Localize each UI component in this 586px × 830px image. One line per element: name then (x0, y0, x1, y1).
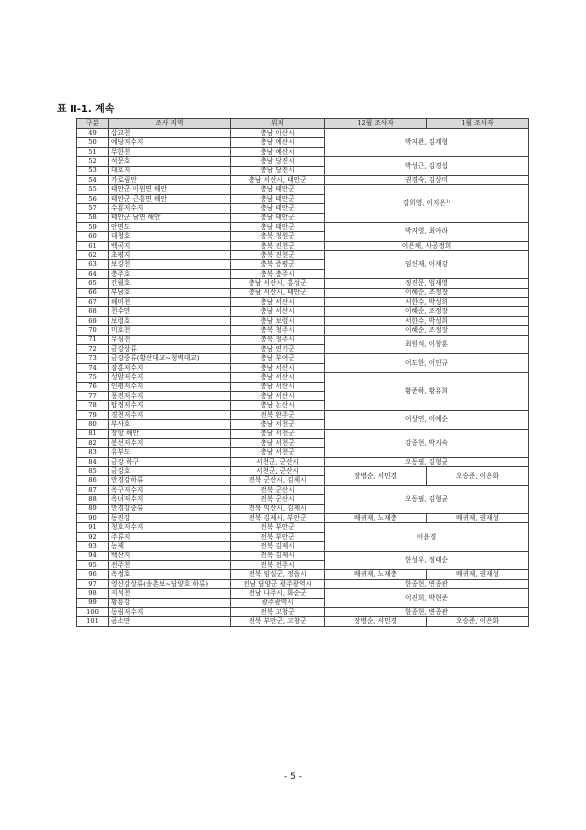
table-row (77, 316, 529, 325)
row-number: 89 (77, 504, 109, 513)
january-surveyors: 배귀재, 권재성 (427, 570, 529, 579)
row-number: 60 (77, 232, 109, 241)
table-row (77, 185, 529, 194)
survey-area: 황룡강 (109, 598, 231, 607)
survey-area: 가로림만 (109, 175, 231, 184)
table-row (77, 429, 529, 438)
row-number: 58 (77, 213, 109, 222)
table-row (77, 514, 529, 523)
location: 전북 군산시 (231, 495, 325, 504)
surveyors: 이혜순, 조정장 (325, 288, 529, 297)
location: 충북 청원군 (231, 232, 325, 241)
surveyors: 강종현, 박지숙 (325, 429, 529, 457)
surveyors: 권경숙, 김상미 (325, 175, 529, 184)
row-number: 52 (77, 157, 109, 166)
survey-area: 태안군 이원면 해안 (109, 185, 231, 194)
row-number: 49 (77, 129, 109, 138)
location: 충남 태안군 (231, 185, 325, 194)
surveyors: 정진문, 엄재영 (325, 279, 529, 288)
row-number: 91 (77, 523, 109, 532)
page-number: - 5 - (284, 772, 302, 782)
location: 충북 청주시 (231, 335, 325, 344)
survey-area: 만경강하류 (109, 476, 231, 485)
row-number: 70 (77, 326, 109, 335)
location: 충남 서산시 (231, 298, 325, 307)
header-december-surveyors: 12월 조사자 (325, 119, 427, 129)
row-number: 75 (77, 373, 109, 382)
surveyors: 이상연, 이예순 (325, 410, 529, 429)
row-number: 51 (77, 147, 109, 156)
row-number: 72 (77, 344, 109, 353)
location: 충남 서산시 (231, 307, 325, 316)
location: 충남 예산시 (231, 138, 325, 147)
december-surveyors: 배귀재, 노재충 (325, 570, 427, 579)
location: 충남 서산시, 홍성군 (231, 279, 325, 288)
row-number: 71 (77, 335, 109, 344)
january-surveyors: 배귀재, 권재성 (427, 514, 529, 523)
row-number: 54 (77, 175, 109, 184)
location: 충남 서천군 (231, 420, 325, 429)
location: 충남 서천군 (231, 448, 325, 457)
location: 전북 부안군, 고창군 (231, 617, 325, 626)
table-row (77, 222, 529, 231)
row-number: 50 (77, 138, 109, 147)
surveyors: 이윤경 (325, 523, 529, 551)
row-number: 95 (77, 560, 109, 569)
row-number: 73 (77, 354, 109, 363)
surveyors: 서한수, 박성희 (325, 316, 529, 325)
survey-area: 초평지 (109, 251, 231, 260)
table-row (77, 551, 529, 560)
row-number: 81 (77, 429, 109, 438)
survey-area: 능제 (109, 542, 231, 551)
location: 전북 고창군 (231, 607, 325, 616)
location: 충남 태안군 (231, 194, 325, 203)
surveyors: 박지완, 김계형 (325, 129, 529, 157)
table-row (77, 157, 529, 166)
location: 충북 청주시 (231, 326, 325, 335)
table-row (77, 335, 529, 344)
row-number: 61 (77, 241, 109, 250)
location: 전북 임실군, 정읍시 (231, 570, 325, 579)
location: 전북 군산시 (231, 485, 325, 494)
row-number: 53 (77, 166, 109, 175)
row-number: 76 (77, 382, 109, 391)
survey-area: 봉선저수지 (109, 438, 231, 447)
survey-area: 동림저수지 (109, 607, 231, 616)
table-row (77, 467, 529, 476)
survey-area: 천수만 (109, 307, 231, 316)
header-location: 위치 (231, 119, 325, 129)
surveyors: 오동필, 김형균 (325, 457, 529, 466)
row-number: 96 (77, 570, 109, 579)
survey-area: 태안군 근흥면 해안 (109, 194, 231, 203)
row-number: 84 (77, 457, 109, 466)
location: 충남 태안군 (231, 222, 325, 231)
surveyors: 임신재, 이재강 (325, 251, 529, 279)
row-number: 87 (77, 485, 109, 494)
table-row (77, 485, 529, 494)
location: 충남 보령시 (231, 316, 325, 325)
location: 충남 서천군 (231, 438, 325, 447)
survey-area: 대호지 (109, 166, 231, 175)
survey-area: 안면도 (109, 222, 231, 231)
survey-area: 백곡지 (109, 241, 231, 250)
row-number: 97 (77, 579, 109, 588)
surveyors: 이혜순, 조정장 (325, 307, 529, 316)
row-number: 79 (77, 410, 109, 419)
table-row (77, 373, 529, 382)
survey-area: 장항 해안 (109, 429, 231, 438)
row-number: 90 (77, 514, 109, 523)
row-number: 101 (77, 617, 109, 626)
survey-area: 유부도 (109, 448, 231, 457)
december-surveyors: 장병순, 서민경 (325, 617, 427, 626)
surveyors: 최원석, 이창훈 (325, 335, 529, 354)
survey-area: 주류지 (109, 532, 231, 541)
row-number: 80 (77, 420, 109, 429)
survey-area: 곰소만 (109, 617, 231, 626)
survey-area: 백산지 (109, 551, 231, 560)
survey-area: 부남호 (109, 288, 231, 297)
location: 충남 서산시 (231, 391, 325, 400)
survey-area: 동진강 (109, 514, 231, 523)
survey-area: 성암저수지 (109, 373, 231, 382)
location: 충남 당진시 (231, 157, 325, 166)
row-number: 56 (77, 194, 109, 203)
location: 충남 서산시 (231, 373, 325, 382)
location: 충남 당진시 (231, 166, 325, 175)
december-surveyors: 배귀재, 노재충 (325, 514, 427, 523)
row-number: 59 (77, 222, 109, 231)
location: 전북 김제시, 부안군 (231, 514, 325, 523)
location: 전남 나주시, 화순군 (231, 589, 325, 598)
table-row (77, 523, 529, 532)
survey-area: 금강중류(황산대교~청벽대교) (109, 354, 231, 363)
survey-area: 만경강중류 (109, 504, 231, 513)
row-number: 57 (77, 204, 109, 213)
location: 광주광역시 (231, 598, 325, 607)
row-number: 100 (77, 607, 109, 616)
row-number: 94 (77, 551, 109, 560)
location: 서천군, 군산시 (231, 467, 325, 476)
survey-area: 지석천 (109, 589, 231, 598)
table-row (77, 589, 529, 598)
surveyors: 서한수, 박성희 (325, 298, 529, 307)
table-row (77, 279, 529, 288)
location: 충남 부여군 (231, 354, 325, 363)
survey-area: 옥정호 (109, 570, 231, 579)
survey-area: 예당저수지 (109, 138, 231, 147)
table-row (77, 241, 529, 250)
location: 전북 전주시 (231, 560, 325, 569)
survey-area: 경천저수지 (109, 410, 231, 419)
table-caption: 표 Ⅱ-1. 계속 (57, 104, 115, 115)
location: 충북 진천군 (231, 251, 325, 260)
location: 충남 연기군 (231, 344, 325, 353)
survey-area: 부사호 (109, 420, 231, 429)
survey-area: 금강호 (109, 467, 231, 476)
table-row (77, 298, 529, 307)
surveyors: 박성근, 김경섭 (325, 157, 529, 176)
table-row (77, 570, 529, 579)
location: 전북 부안군 (231, 523, 325, 532)
header-row (77, 119, 529, 129)
table-row (77, 307, 529, 316)
row-number: 99 (77, 598, 109, 607)
table-row (77, 579, 529, 588)
survey-area: 탑정저수지 (109, 401, 231, 410)
surveyors: 한종현, 변종관 (325, 579, 529, 588)
location: 충남 태안군 (231, 213, 325, 222)
location: 충북 증평군 (231, 260, 325, 269)
location: 전북 완주군 (231, 410, 325, 419)
survey-area: 보령호 (109, 316, 231, 325)
survey-area: 금강 하구 (109, 457, 231, 466)
location: 전북 김제시 (231, 551, 325, 560)
row-number: 98 (77, 589, 109, 598)
table-row (77, 288, 529, 297)
row-number: 78 (77, 401, 109, 410)
table-body (77, 129, 529, 627)
surveyors: 황준하, 황유희 (325, 373, 529, 411)
surveyors: 한성우, 정태순 (325, 551, 529, 570)
row-number: 83 (77, 448, 109, 457)
survey-area: 삽교천 (109, 129, 231, 138)
location: 충북 진천군 (231, 241, 325, 250)
row-number: 88 (77, 495, 109, 504)
row-number: 64 (77, 269, 109, 278)
survey-area: 옥구저수지 (109, 485, 231, 494)
surveyors: 이은채, 사공정희 (325, 241, 529, 250)
location: 서천군, 군산시 (231, 457, 325, 466)
survey-area: 대청호 (109, 232, 231, 241)
location: 충남 논산시 (231, 401, 325, 410)
row-number: 93 (77, 542, 109, 551)
survey-area: 금강상류 (109, 344, 231, 353)
survey-area: 보강천 (109, 260, 231, 269)
table-row (77, 607, 529, 616)
surveyors: 강희영, 이지은¹⁾ (325, 185, 529, 223)
table-row (77, 326, 529, 335)
header-january-surveyors: 1월 조사자 (427, 119, 529, 129)
surveyors: 이혜순, 조정장 (325, 326, 529, 335)
location: 충남 서천군 (231, 429, 325, 438)
survey-area: 충주호 (109, 269, 231, 278)
survey-area: 무한천 (109, 147, 231, 156)
location: 충남 서산시, 태안군 (231, 175, 325, 184)
row-number: 62 (77, 251, 109, 260)
row-number: 55 (77, 185, 109, 194)
table-row (77, 175, 529, 184)
table-row (77, 354, 529, 363)
header-category: 구분 (77, 119, 109, 129)
location: 충북 충주시 (231, 269, 325, 278)
table-row (77, 129, 529, 138)
location: 전남 담양군 광주광역시 (231, 579, 325, 588)
row-number: 85 (77, 467, 109, 476)
survey-area: 무심천 (109, 335, 231, 344)
survey-area: 태안군 남면 해안 (109, 213, 231, 222)
row-number: 63 (77, 260, 109, 269)
surveyors: 박지영, 최아라 (325, 222, 529, 241)
location: 충남 서산시 (231, 382, 325, 391)
survey-area: 전주천 (109, 560, 231, 569)
january-surveyors: 오승준, 이은화 (427, 467, 529, 486)
row-number: 67 (77, 298, 109, 307)
survey-area: 간월호 (109, 279, 231, 288)
survey-area: 풍전저수지 (109, 391, 231, 400)
surveyors: 한종현, 변종관 (325, 607, 529, 616)
location: 충남 아산시 (231, 129, 325, 138)
row-number: 74 (77, 363, 109, 372)
location: 충남 태안군 (231, 204, 325, 213)
survey-area: 석문호 (109, 157, 231, 166)
row-number: 69 (77, 316, 109, 325)
survey-area: 미호천 (109, 326, 231, 335)
survey-area: 청호저수지 (109, 523, 231, 532)
surveyors: 이진희, 박현준 (325, 589, 529, 608)
table-row (77, 617, 529, 626)
location: 충남 서산시, 태안군 (231, 288, 325, 297)
survey-area: 영산강상류(송촌보~담양호 하류) (109, 579, 231, 588)
row-number: 66 (77, 288, 109, 297)
location: 충남 예산시 (231, 147, 325, 156)
survey-area: 해미천 (109, 298, 231, 307)
header-survey-area: 조사 지역 (109, 119, 231, 129)
location: 충남 서산시 (231, 363, 325, 372)
survey-area: 잠홍저수지 (109, 363, 231, 372)
row-number: 65 (77, 279, 109, 288)
table-header (77, 119, 529, 129)
survey-area: 수룡저수지 (109, 204, 231, 213)
survey-site-table (76, 118, 529, 627)
january-surveyors: 오승준, 이은화 (427, 617, 529, 626)
location: 전북 익산시, 김제시 (231, 504, 325, 513)
survey-area: 옥녀저수지 (109, 495, 231, 504)
row-number: 92 (77, 532, 109, 541)
row-number: 86 (77, 476, 109, 485)
location: 전북 부안군 (231, 532, 325, 541)
survey-area: 인평저수지 (109, 382, 231, 391)
table-row (77, 410, 529, 419)
location: 전북 군산시, 김제시 (231, 476, 325, 485)
surveyors: 오동필, 김형균 (325, 485, 529, 513)
surveyors: 이도한, 이인규 (325, 354, 529, 373)
location: 전북 김제시 (231, 542, 325, 551)
table-row (77, 251, 529, 260)
row-number: 68 (77, 307, 109, 316)
row-number: 77 (77, 391, 109, 400)
row-number: 82 (77, 438, 109, 447)
table-row (77, 457, 529, 466)
december-surveyors: 장병순, 서민경 (325, 467, 427, 486)
